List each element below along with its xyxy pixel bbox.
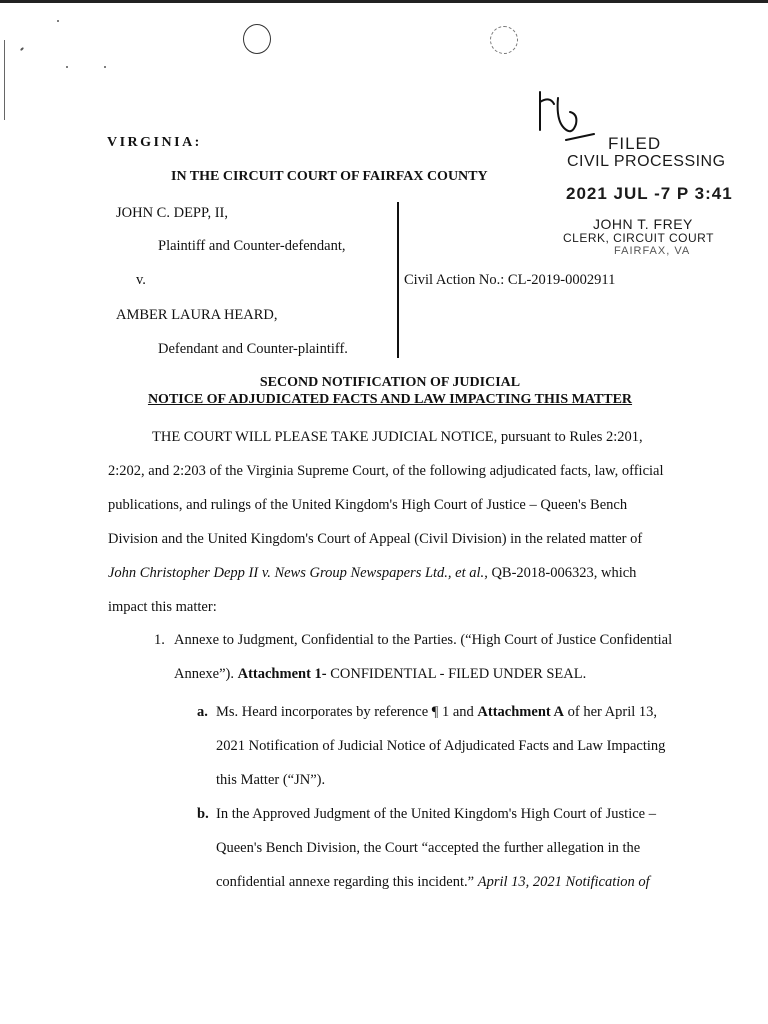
punch-hole-mark-faint xyxy=(490,26,518,54)
item1-text: CONFIDENTIAL - FILED UNDER SEAL. xyxy=(326,666,587,682)
item1-line: Annexe to Judgment, Confidential to the Parties. (“High Court of Justice Confidential xyxy=(174,632,673,648)
subitem-a-line xyxy=(216,703,657,721)
case-name: John Christopher Depp II v. News Group Newspapers Ltd., et al. xyxy=(108,565,485,581)
body-line: impact this matter: xyxy=(108,599,217,615)
body-line: Division and the United Kingdom's Court of Appeal (Civil Division) in the related matter of xyxy=(108,531,643,547)
body-line: 2:202, and 2:203 of the Virginia Supreme Court, of the following adjudicated facts, law, official xyxy=(108,463,664,479)
item-number: 1. xyxy=(154,632,165,648)
defendant-role: Defendant and Counter-plaintiff. xyxy=(158,341,348,357)
stamp-date: 2021 JUL -7 P 3:41 xyxy=(566,184,733,203)
plaintiff-name: JOHN C. DEPP, II, xyxy=(116,205,228,221)
subitem-a-line: 2021 Notification of Judicial Notice of Adjudicated Facts and Law Impacting xyxy=(216,738,666,754)
subitem-label: b. xyxy=(197,806,209,822)
case-number: , QB-2018-006323, which xyxy=(484,565,637,581)
stamp-department: CIVIL PROCESSING xyxy=(567,153,726,170)
punch-hole-mark xyxy=(243,24,271,54)
document-title-line2: NOTICE OF ADJUDICATED FACTS AND LAW IMPACTING THIS MATTER xyxy=(147,392,633,407)
scan-speck xyxy=(104,66,106,68)
subitem-b-line: In the Approved Judgment of the United Kingdom's High Court of Justice – xyxy=(216,806,656,822)
subitem-a-line: this Matter (“JN”). xyxy=(216,772,326,788)
subitem-b-line: Queen's Bench Division, the Court “accepted the further allegation in the xyxy=(216,840,641,856)
subitem-b-text: confidential annexe regarding this incident.” xyxy=(216,874,478,890)
scan-speck xyxy=(57,20,59,22)
citation: April 13, 2021 Notification of xyxy=(477,874,650,890)
subitem-label: a. xyxy=(197,704,208,720)
body-line-case-cite xyxy=(108,564,636,582)
body-line: publications, and rulings of the United Kingdom's High Court of Justice – Queen's Bench xyxy=(108,497,628,513)
scan-left-edge xyxy=(4,40,5,120)
plaintiff-role: Plaintiff and Counter-defendant, xyxy=(158,238,346,254)
stamp-filed: FILED xyxy=(608,134,662,153)
jurisdiction-heading: VIRGINIA: xyxy=(107,135,202,150)
scan-speck xyxy=(66,66,68,68)
item1-text: Annexe”). xyxy=(174,666,238,682)
attachment-label: Attachment 1- xyxy=(237,666,327,682)
stamp-clerk-name: JOHN T. FREY xyxy=(593,216,693,232)
caption-divider xyxy=(397,202,399,358)
defendant-name: AMBER LAURA HEARD, xyxy=(116,307,278,323)
civil-action-number: Civil Action No.: CL-2019-0002911 xyxy=(404,272,616,288)
subitem-b-line xyxy=(216,873,650,891)
versus-label: v. xyxy=(136,272,146,288)
document-title-line1: SECOND NOTIFICATION OF JUDICIAL xyxy=(259,375,521,390)
stamp-location: FAIRFAX, VA xyxy=(614,245,691,257)
stamp-clerk-title: CLERK, CIRCUIT COURT xyxy=(563,231,714,245)
scan-top-edge xyxy=(0,0,768,3)
attachment-a-label: Attachment A xyxy=(477,704,565,720)
clerk-initial-signature xyxy=(536,90,606,150)
body-line: THE COURT WILL PLEASE TAKE JUDICIAL NOTICE, pursuant to Rules 2:201, xyxy=(152,429,643,445)
court-heading: IN THE CIRCUIT COURT OF FAIRFAX COUNTY xyxy=(171,169,488,184)
scan-speck xyxy=(20,47,24,51)
subitem-a-text: of her April 13, xyxy=(564,704,658,720)
item1-line-attachment xyxy=(174,665,586,683)
subitem-a-text: Ms. Heard incorporates by reference ¶ 1 and xyxy=(216,704,478,720)
